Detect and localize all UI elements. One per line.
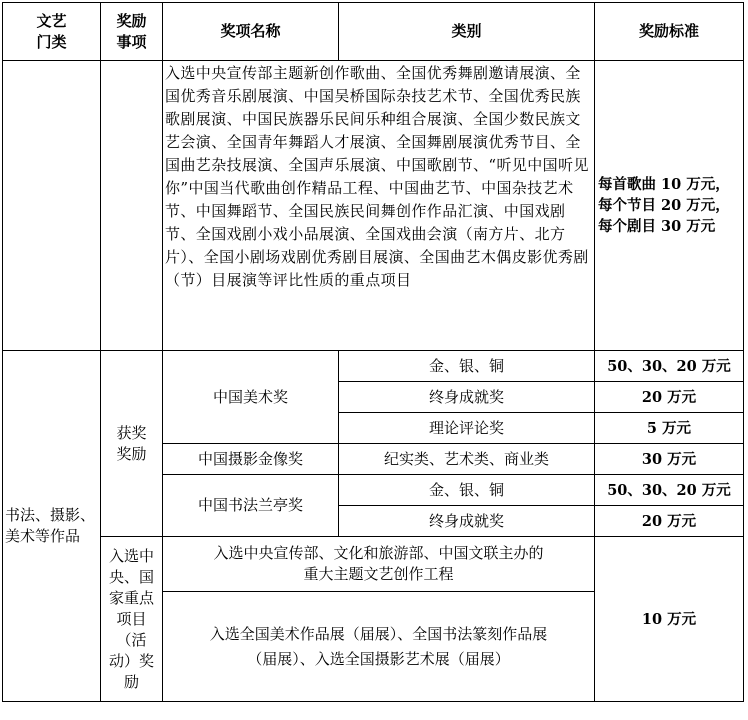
award-name-china-photography: 中国摄影金像奖	[163, 444, 339, 475]
header-art-category: 文艺 门类	[3, 3, 101, 61]
key-projects-description: 入选中央宣传部主题新创作歌曲、全国优秀舞剧邀请展演、全国优秀音乐剧展演、中国吴桥国际杂技艺术节、全国优秀民族歌剧展演、中国民族器乐民间乐种组合展演、全国少数民族文艺会演、全国青年舞蹈人才展演、全国舞剧展演优秀节目、全国曲艺杂技展演、全国声乐展演、中国歌剧节、“听见中国听见你”中国当代歌曲创作精品工程、中国曲艺节、中国杂技艺术节、中国舞蹈节、全国民族民间舞创作作品汇演、中国戏剧节、全国戏剧小戏小品展演、全国戏曲会演（南方片、北方片）、全国小剧场戏剧优秀剧目展演、全国曲艺木偶皮影优秀剧（节）目展演等评比性质的重点项目	[163, 61, 595, 351]
fine-arts-type-gold-silver-bronze: 金、银、铜	[339, 351, 595, 382]
award-standards-table	[2, 2, 744, 702]
award-name-china-fine-arts: 中国美术奖	[163, 351, 339, 444]
table-row	[3, 61, 744, 351]
header-award-standard: 奖励标准	[595, 3, 744, 61]
calligraphy-standard-lifetime: 20 万元	[595, 506, 744, 537]
award-type-winning: 获奖 奖励	[101, 351, 163, 537]
fine-arts-standard-lifetime: 20 万元	[595, 382, 744, 413]
key-projects-standard: 每首歌曲 10 万元， 每个节目 20 万元， 每个剧目 30 万元	[595, 61, 744, 351]
selection-item-national-exhibitions: 入选全国美术作品展（届展）、全国书法篆刻作品展 （届展）、入选全国摄影艺术展（届展）	[163, 592, 595, 702]
table-row	[3, 537, 744, 592]
photography-standard: 30 万元	[595, 444, 744, 475]
fine-arts-type-theory: 理论评论奖	[339, 413, 595, 444]
award-type-selection: 入选中 央、国 家重点 项目 （活 动）奖 励	[101, 537, 163, 702]
header-award-item: 奖励 事项	[101, 3, 163, 61]
art-category-calligraphy-photo-fineart: 书法、摄影、 美术等作品	[3, 351, 101, 702]
award-name-lanting-calligraphy: 中国书法兰亭奖	[163, 475, 339, 537]
selection-item-major-themes: 入选中央宣传部、文化和旅游部、中国文联主办的 重大主题文艺创作工程	[163, 537, 595, 592]
fine-arts-type-lifetime: 终身成就奖	[339, 382, 595, 413]
table-row	[3, 351, 744, 382]
header-category: 类别	[339, 3, 595, 61]
award-item-cell-empty	[101, 61, 163, 351]
calligraphy-type-lifetime: 终身成就奖	[339, 506, 595, 537]
calligraphy-type-gold-silver-bronze: 金、银、铜	[339, 475, 595, 506]
header-award-name: 奖项名称	[163, 3, 339, 61]
calligraphy-standard-medals: 50、30、20 万元	[595, 475, 744, 506]
category-cell-empty	[3, 61, 101, 351]
photography-type: 纪实类、艺术类、商业类	[339, 444, 595, 475]
table-header-row	[3, 3, 744, 61]
selection-standard: 10 万元	[595, 537, 744, 702]
fine-arts-standard-theory: 5 万元	[595, 413, 744, 444]
fine-arts-standard-medals: 50、30、20 万元	[595, 351, 744, 382]
